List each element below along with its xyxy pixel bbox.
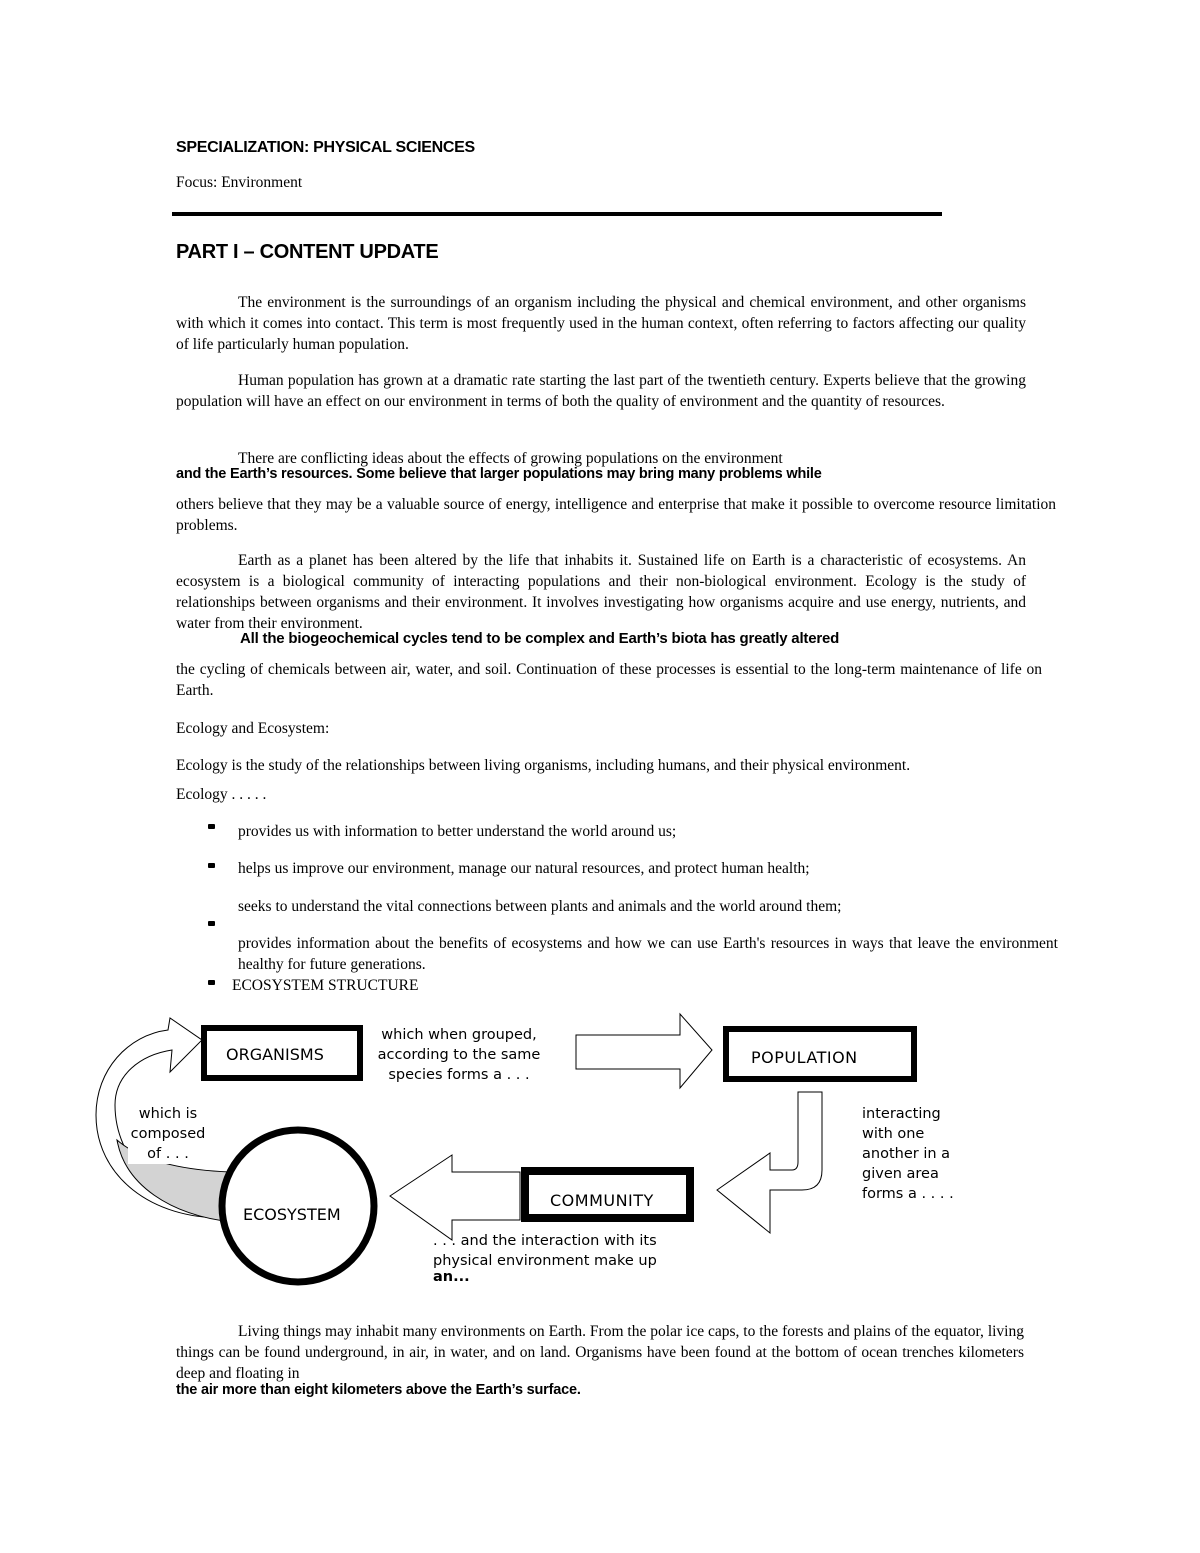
focus-line: Focus: Environment <box>176 174 303 191</box>
arrow-org-to-pop <box>576 1014 712 1088</box>
caption-line: with one <box>862 1126 925 1142</box>
caption-pop-to-comm <box>862 1104 954 1204</box>
specialization-heading: SPECIALIZATION: PHYSICAL SCIENCES <box>176 139 475 156</box>
ecosystem-label: ECOSYSTEM <box>243 1205 341 1224</box>
part-title: PART I – CONTENT UPDATE <box>176 241 439 263</box>
caption-line: composed <box>130 1126 206 1142</box>
ecology-lead: Ecology . . . . . <box>176 786 267 803</box>
caption-line: . . . and the interaction with its <box>433 1233 657 1249</box>
caption-line: which when grouped, <box>381 1027 537 1043</box>
ecology-heading: Ecology and Ecosystem: <box>176 720 330 737</box>
caption-org-to-pop <box>374 1025 544 1085</box>
paragraph-living-things-bold: the air more than eight kilometers above the Earth’s surface. <box>176 1382 581 1398</box>
list-item: provides us with information to better understand the world around us; <box>238 823 677 840</box>
caption-line: given area <box>862 1166 939 1182</box>
paragraph-conflicting-line1: There are conflicting ideas about the effects of growing populations on the environment <box>238 450 783 467</box>
caption-line: species forms a . . . <box>388 1067 530 1083</box>
paragraph-conflicting-rest: others believe that they may be a valuable source of energy, intelligence and enterprise that make it possible to overcome resource limitation problems. <box>176 496 1056 534</box>
caption-line: which is <box>138 1106 198 1122</box>
caption-line: according to the same <box>377 1047 541 1063</box>
organisms-label: ORGANISMS <box>226 1045 324 1064</box>
paragraph-living-things: Living things may inhabit many environments on Earth. From the polar ice caps, to the forests and plains of the equator, living things can be found underground, in air, in water, and on land. Organisms have been found at the bottom of ocean trenches kilometers deep and floating in <box>176 1323 1024 1382</box>
caption-line: of . . . <box>147 1146 189 1162</box>
community-label: COMMUNITY <box>550 1191 654 1210</box>
list-item: ECOSYSTEM STRUCTURE <box>232 977 419 994</box>
paragraph-earth-bold: All the biogeochemical cycles tend to be complex and Earth’s biota has greatly altered <box>240 630 840 647</box>
caption-eco-to-org <box>128 1104 208 1164</box>
caption-line: forms a . . . . <box>862 1186 954 1202</box>
caption-line: interacting <box>862 1106 941 1122</box>
list-item: provides information about the benefits of ecosystems and how we can use Earth's resources in ways that leave the environment healthy for future generations. <box>238 935 1058 973</box>
arrow-pop-to-comm <box>717 1092 822 1233</box>
paragraph-environment: The environment is the surroundings of an organism including the physical and chemical environment, and other organisms with which it comes into contact. This term is most frequently used in the human context, often referring to factors affecting our quality of life particularly human population. <box>176 294 1026 353</box>
paragraph-conflicting-bold: and the Earth’s resources. Some believe that larger populations may bring many problems while <box>176 466 822 482</box>
paragraph-earth-rest: the cycling of chemicals between air, water, and soil. Continuation of these processes is essential to the long-term maintenance of life on Earth. <box>176 661 1042 699</box>
paragraph-population: Human population has grown at a dramatic rate starting the last part of the twentieth century. Experts believe that the growing population will have an effect on our environment in terms of both the quality of environment and the quantity of resources. <box>176 372 1026 410</box>
list-item: helps us improve our environment, manage our natural resources, and protect human health; <box>238 860 810 877</box>
caption-line: another in a <box>862 1146 951 1162</box>
caption-line: an... <box>433 1269 470 1285</box>
caption-comm-to-eco <box>433 1231 657 1287</box>
paragraph-earth: Earth as a planet has been altered by the life that inhabits it. Sustained life on Earth is a characteristic of ecosystems. An ecosystem is a biological community of interacting populations and their non-biological environment. Ecology is the study of relationships between organisms and their environment. It involves investigating how organisms acquire and use energy, nutrients, and water from their environment. <box>176 552 1026 632</box>
arrow-comm-to-eco <box>390 1155 520 1240</box>
list-item: seeks to understand the vital connections between plants and animals and the world around them; <box>238 898 842 915</box>
population-label: POPULATION <box>751 1048 858 1067</box>
caption-line: physical environment make up <box>433 1253 657 1269</box>
ecology-definition: Ecology is the study of the relationships between living organisms, including humans, and their physical environment. <box>176 757 911 774</box>
